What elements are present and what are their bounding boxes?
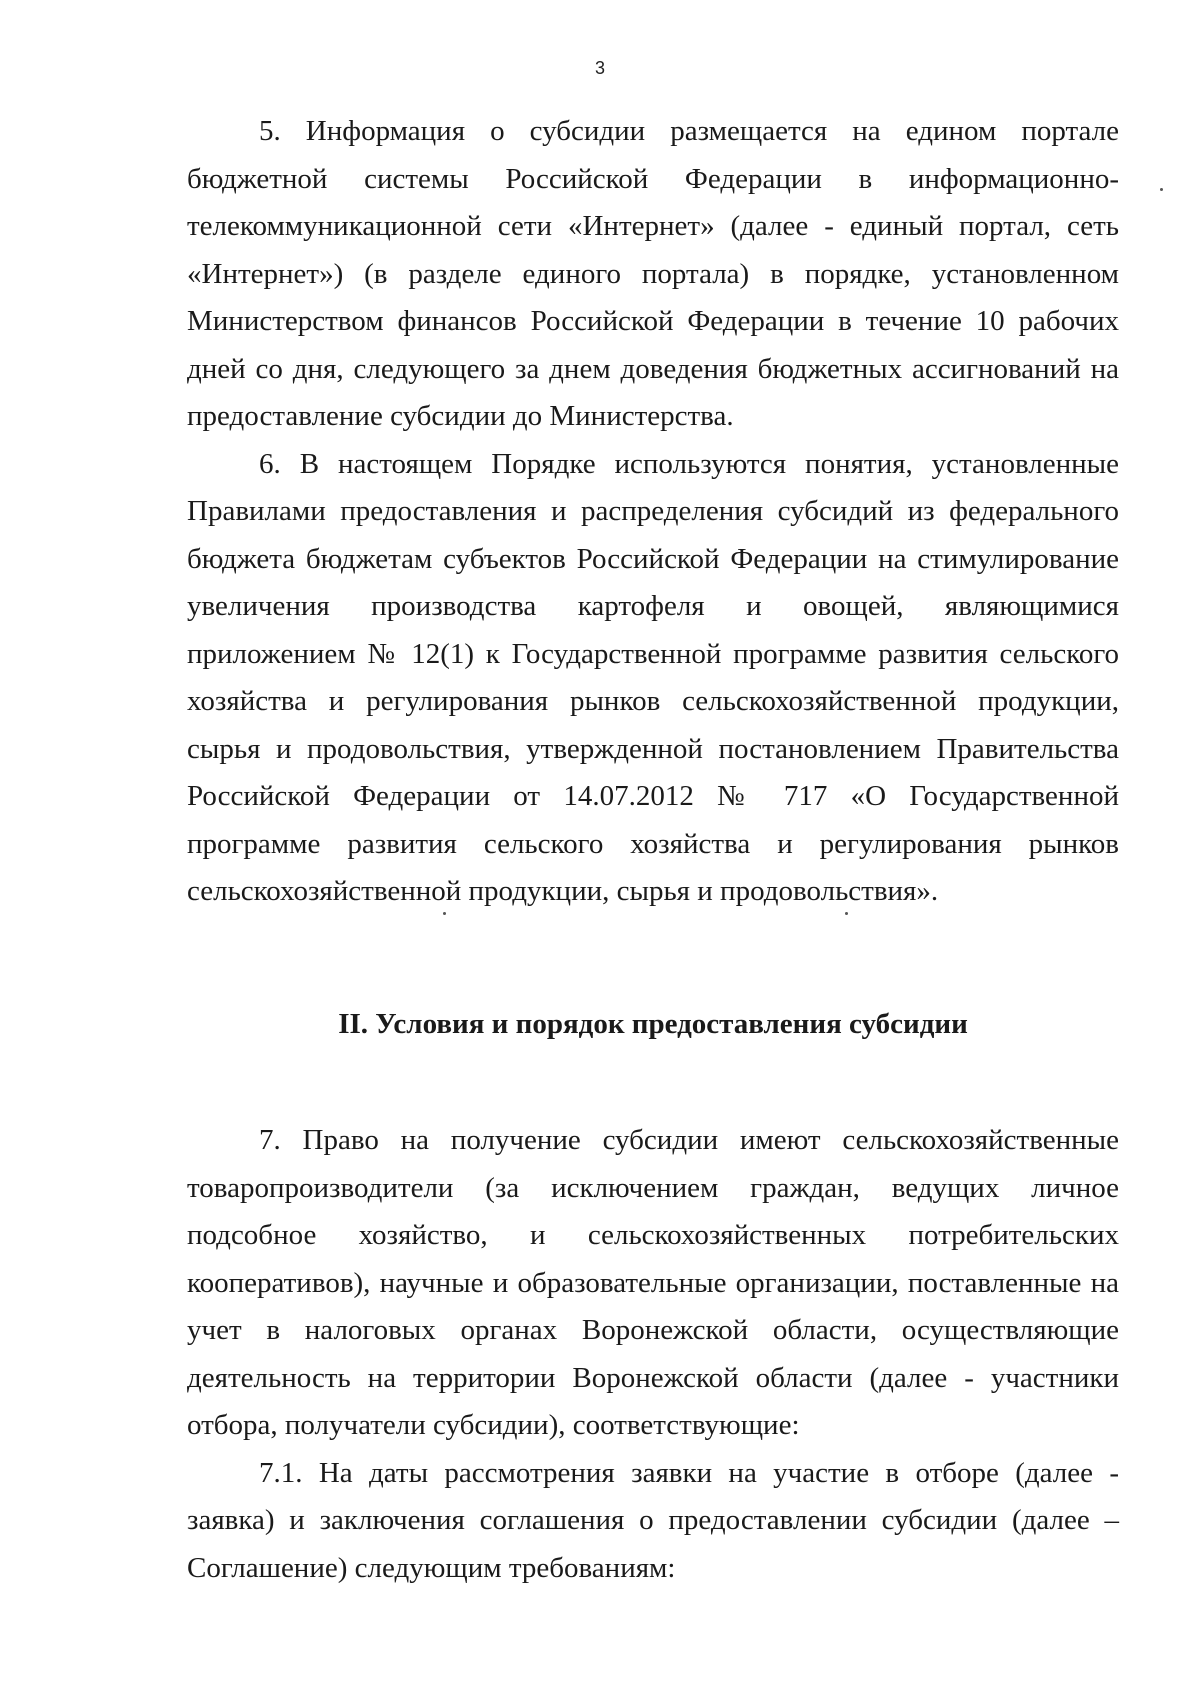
page-number: 3 bbox=[594, 58, 605, 78]
spacer bbox=[187, 1048, 1119, 1117]
document-body bbox=[187, 108, 1119, 1592]
paragraph-7-1: 7.1. На даты рассмотрения заявки на участие в отборе (далее - заявка) и заключения соглашения о предоставлении субсидии (далее – Соглашение) следующим требованиям: bbox=[187, 1456, 1119, 1584]
paragraph-7: 7. Право на получение субсидии имеют сельскохозяйственные товаропроизводители (за исключением граждан, ведущих личное подсобное хозяйство, и сельскохозяйственных потребительских кооперативов), научные и образовательные организации, поставленные на учет в налоговых органах Воронежской области, осуществляющие деятельность на территории Воронежской области (далее - участники отбора, получатели субсидии), соответствующие: bbox=[187, 1124, 1119, 1441]
paragraph-6: 6. В настоящем Порядке используются понятия, установленные Правилами предоставления и распределения субсидий из федерального бюджета бюджетам субъектов Российской Федерации на стимулирование увеличения производства картофеля и овощей, являющимися приложением № 12(1) к Государственной программе развития сельского хозяйства и регулирования рынков сельскохозяйственной продукции, сырья и продовольствия, утвержденной постановлением Правительства Российской Федерации от 14.07.2012 № 717 «О Государственной программе развития сельского хозяйства и регулирования рынков сельскохозяйственной продукции, сырья и продовольствия». bbox=[187, 447, 1119, 907]
scan-speck bbox=[443, 912, 446, 915]
section-heading: II. Условия и порядок предоставления субсидии bbox=[338, 1007, 968, 1040]
spacer bbox=[187, 916, 1119, 1001]
paragraph-5: 5. Информация о субсидии размещается на едином портале бюджетной системы Российской Федерации в информационно-телекоммуникационной сети «Интернет» (далее - единый портал, сеть «Интернет») (в разделе единого портала) в порядке, установленном Министерством финансов Российской Федерации в течение 10 рабочих дней со дня, следующего за днем доведения бюджетных ассигнований на предоставление субсидии до Министерства. bbox=[187, 115, 1119, 432]
scan-speck bbox=[845, 912, 848, 915]
scan-speck bbox=[1160, 188, 1163, 191]
